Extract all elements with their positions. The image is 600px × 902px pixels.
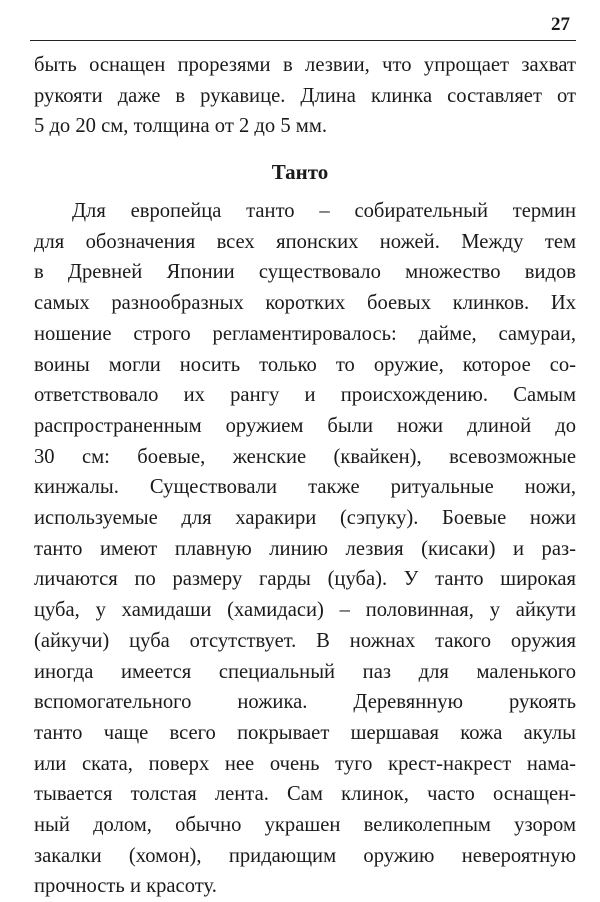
text-line: Для европейца танто – собирательный термин	[72, 200, 576, 222]
text-line: или ската, поверх нее очень туго крест-накрест нама-	[34, 752, 576, 775]
text-line: ответствовало их рангу и происхождению. Самым	[34, 384, 576, 407]
text-line: тывается толстая лента. Сам клинок, часто оснащен-	[34, 783, 576, 806]
text-line: распространенным оружием были ножи длиной до	[34, 414, 576, 437]
text-line: закалки (хомон), придающим оружию невероятную	[34, 844, 576, 867]
text-line: быть оснащен прорезями в лезвии, что упрощает захват	[34, 54, 576, 76]
section-heading: Танто	[271, 160, 329, 184]
text-line: вспомогательного ножика. Деревянную рукоять	[34, 691, 576, 714]
text-line: иногда имеется специальный паз для маленького	[34, 660, 576, 683]
text-line: ный долом, обычно украшен великолепным узором	[34, 814, 576, 837]
text-line: 30 см: боевые, женские (квайкен), всевозможные	[34, 445, 576, 468]
text-line: воины могли носить только то оружие, которое со-	[34, 353, 576, 376]
intro-paragraph	[34, 50, 576, 142]
text-line: самых разнообразных коротких боевых клинков. Их	[34, 292, 576, 315]
text-line: танто чаще всего покрывает шершавая кожа акулы	[34, 721, 576, 744]
main-paragraph	[34, 196, 576, 902]
text-line: кинжалы. Существовали также ритуальные ножи,	[34, 476, 576, 499]
text-line: личаются по размеру гарды (цуба). У танто широкая	[34, 568, 576, 591]
text-line: в Древней Японии существовало множество видов	[34, 261, 576, 284]
page-number: 27	[551, 14, 570, 35]
header-rule	[30, 40, 576, 41]
text-line: танто имеют плавную линию лезвия (кисаки) и раз-	[34, 537, 576, 560]
text-line: (айкучи) цуба отсутствует. В ножнах такого оружия	[34, 629, 576, 652]
text-line: ношение строго регламентировалось: дайме, самураи,	[34, 322, 576, 345]
text-line: цуба, у хамидаши (хамидаси) – половинная, у айкути	[34, 599, 576, 622]
text-line: используемые для харакири (сэпуку). Боевые ножи	[34, 507, 576, 530]
text-line: 5 до 20 см, толщина от 2 до 5 мм.	[34, 115, 327, 138]
text-line: прочность и красоту.	[34, 875, 217, 898]
text-line: рукояти даже в рукавице. Длина клинка составляет от	[34, 84, 576, 107]
text-line: для обозначения всех японских ножей. Между тем	[34, 230, 576, 253]
